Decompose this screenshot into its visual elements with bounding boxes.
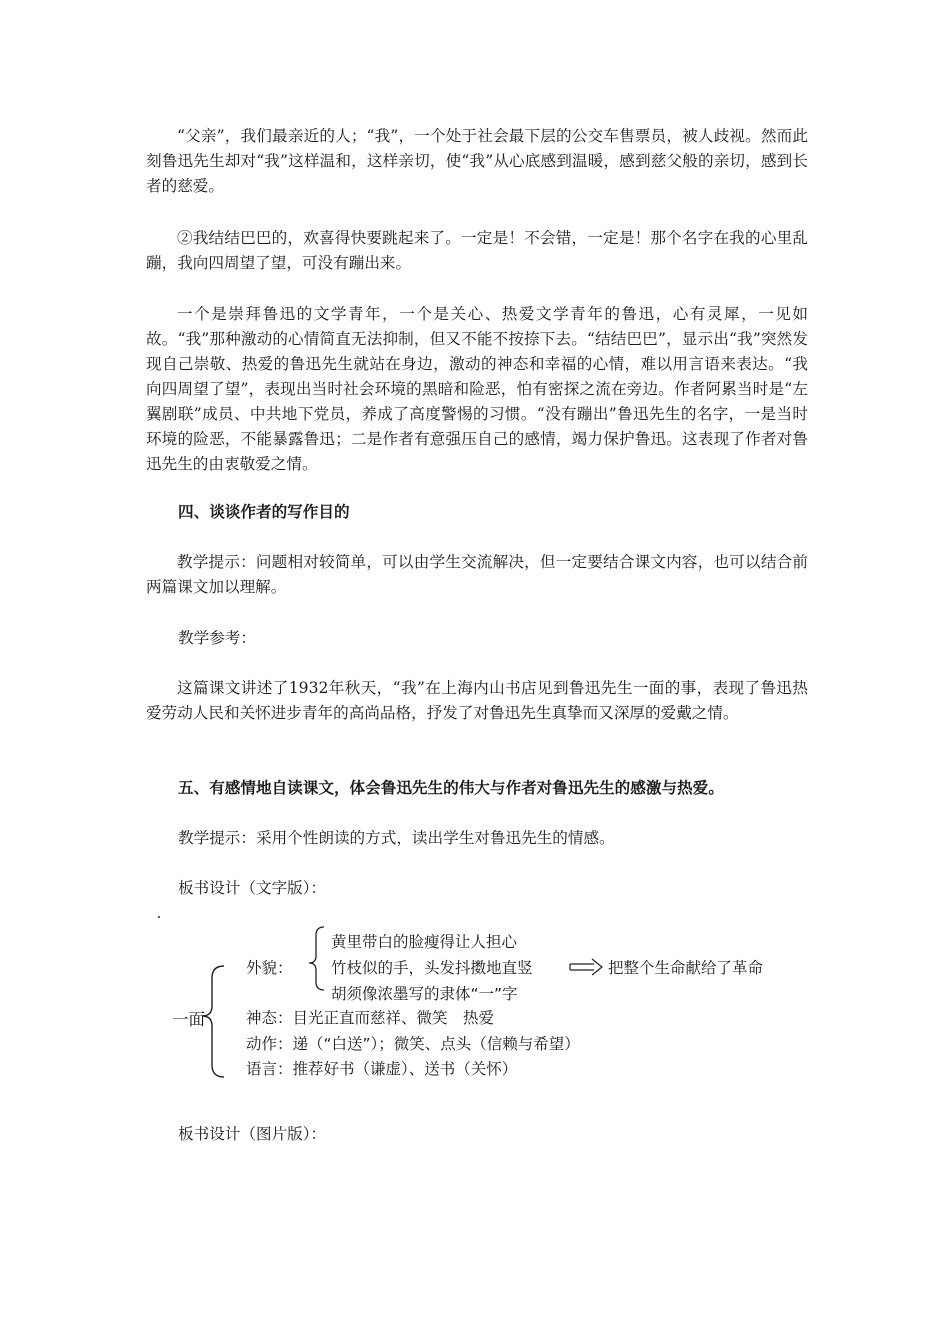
diagram-root-label: 一面	[172, 1010, 205, 1029]
appearance-item-face: 黄里带白的脸瘦得让人担心	[331, 933, 518, 951]
main-brace	[202, 966, 224, 1077]
board-design-image-label: 板书设计（图片版）：	[178, 1125, 327, 1143]
paragraph-teaching-reference: 教学参考：	[178, 629, 256, 647]
appearance-brace	[309, 927, 324, 990]
diagram-conclusion: 把整个生命献给了革命	[608, 959, 764, 977]
appearance-item-beard: 胡须像浓墨写的隶体“一”字	[331, 985, 518, 1003]
paragraph-analysis: 一个是崇拜鲁迅的文学青年，一个是关心、热爱文学青年的鲁迅，心有灵犀，一见如故。“我”那种激动的心情简直无法抑制，但又不能不按捺下去。“结结巴巴”，显示出“我”突然发现自己崇敬、热爱的鲁迅先生就站在身边，激动的神态和幸福的心情，难以用言语来表达。“我向四周望了望”，表现出当时社会环境的黑暗和险恶，怕有密探之流在旁边。作者阿累当时是“左翼剧联”成员、中共地下党员，养成了高度警惕的习惯。“没有蹦出”鲁迅先生的名字，一是当时环境的险恶，不能暴露鲁迅；二是作者有意强压自己的感情，竭力保护鲁迅。这表现了作者对鲁迅先生的由衷敬爱之情。	[146, 305, 808, 473]
speech-line: 语言：推荐好书（谦虚）、送书（关怀）	[246, 1060, 518, 1078]
board-design-text-label: 板书设计（文字版）：	[178, 879, 327, 897]
action-line: 动作：递（“白送”）；微笑、点头（信赖与希望）	[246, 1035, 580, 1053]
appearance-item-hands: 竹枝似的手，头发抖擞地直竖	[331, 959, 533, 977]
appearance-label: 外貌：	[246, 959, 293, 977]
board-design-diagram	[158, 912, 778, 1092]
paragraph-quote-2: ②我结结巴巴的，欢喜得快要跳起来了。一定是！不会错，一定是！那个名字在我的心里乱蹦，我向四周望了望，可没有蹦出来。	[146, 229, 808, 272]
paragraph-teaching-tip-5: 教学提示：采用个性朗读的方式，读出学生对鲁迅先生的情感。	[178, 829, 615, 847]
paragraph-teaching-tip-4: 教学提示：问题相对较简单，可以由学生交流解决，但一定要结合课文内容，也可以结合前两篇课文加以理解。	[146, 553, 808, 596]
expression-line: 神态：目光正直而慈祥、微笑 热爱	[246, 1009, 495, 1027]
paragraph-summary: 这篇课文讲述了1932年秋天，“我”在上海内山书店见到鲁迅先生一面的事，表现了鲁迅热爱劳动人民和关怀进步青年的高尚品格，抒发了对鲁迅先生真挚而又深厚的爱戴之情。	[146, 679, 808, 722]
section-heading-4: 四、谈谈作者的写作目的	[178, 503, 350, 521]
paragraph-father: “父亲”，我们最亲近的人；“我”，一个处于社会最下层的公交车售票员，被人歧视。然而此刻鲁迅先生却对“我”这样温和，这样亲切，使“我”从心底感到温暖，感到慈父般的亲切，感到长者的慈爱。	[146, 127, 808, 195]
double-arrow-icon	[570, 959, 602, 975]
section-heading-5: 五、有感情地自读课文，体会鲁迅先生的伟大与作者对鲁迅先生的感激与热爱。	[178, 779, 724, 797]
